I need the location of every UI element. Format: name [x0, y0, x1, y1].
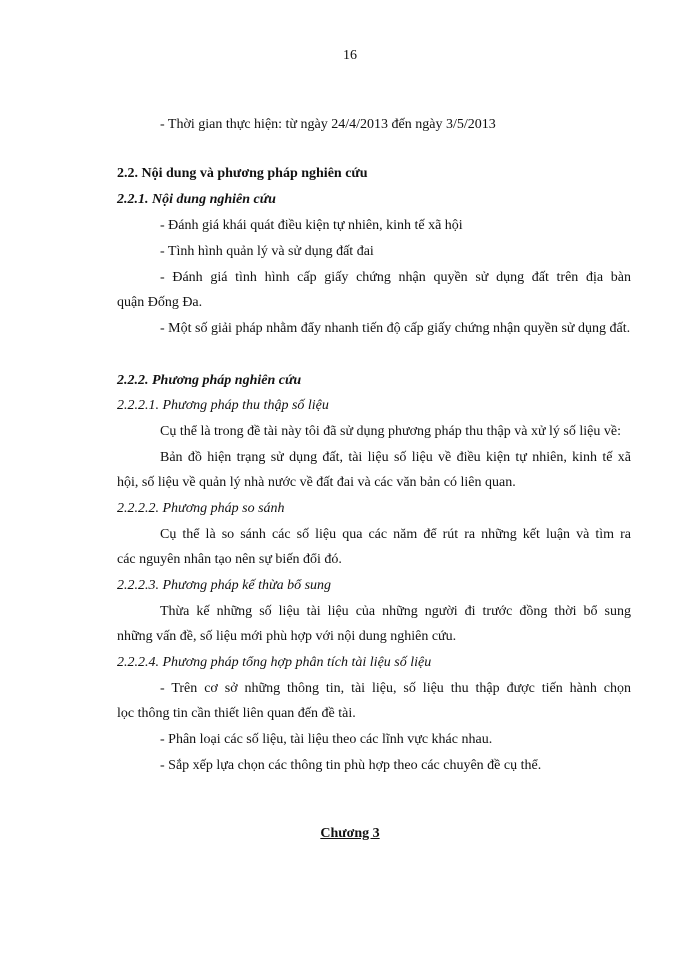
method-heading-2-2-2-2: 2.2.2.2. Phương pháp so sánh	[117, 501, 285, 516]
method-heading-2-2-2-1: 2.2.2.1. Phương pháp thu thập số liệu	[117, 398, 329, 413]
content-item-1: - Đánh giá khái quát điều kiện tự nhiên, kinh tế xã hội	[160, 218, 463, 233]
method-4-item-3: - Sắp xếp lựa chọn các thông tin phù hợp theo các chuyên đề cụ thể.	[160, 758, 542, 773]
content-item-2: - Tình hình quản lý và sử dụng đất đai	[160, 244, 374, 259]
method-2-paragraph-line-2: các nguyên nhân tạo nên sự biến đổi đó.	[117, 552, 342, 567]
method-heading-2-2-2-4: 2.2.2.4. Phương pháp tổng hợp phân tích tài liệu số liệu	[117, 655, 432, 670]
method-2-paragraph-line-1: Cụ thể là so sánh các số liệu qua các năm để rút ra những kết luận và tìm ra	[160, 527, 631, 542]
method-3-paragraph-line-2: những vấn đề, số liệu mới phù hợp với nội dung nghiên cứu.	[117, 629, 457, 644]
content-item-4: - Một số giải pháp nhằm đẩy nhanh tiến độ cấp giấy chứng nhận quyền sử dụng đất.	[160, 321, 631, 336]
method-3-paragraph-line-1: Thừa kế những số liệu tài liệu của những người đi trước đồng thời bổ sung	[160, 604, 631, 619]
subsection-heading-2-2-1: 2.2.1. Nội dung nghiên cứu	[117, 192, 276, 207]
method-4-item-2: - Phân loại các số liệu, tài liệu theo các lĩnh vực khác nhau.	[160, 732, 493, 747]
method-heading-2-2-2-3: 2.2.2.3. Phương pháp kế thừa bổ sung	[117, 578, 332, 593]
method-1-paragraph-line-2: Bản đồ hiện trạng sử dụng đất, tài liệu số liệu về điều kiện tự nhiên, kinh tế xã	[160, 450, 631, 465]
page-number: 16	[343, 48, 357, 63]
chapter-heading: Chương 3	[320, 826, 380, 841]
method-1-paragraph-line-3: hội, số liệu về quản lý nhà nước về đất đai và các văn bản có liên quan.	[117, 475, 516, 490]
subsection-heading-2-2-2: 2.2.2. Phương pháp nghiên cứu	[117, 373, 302, 388]
section-heading-2-2: 2.2. Nội dung và phương pháp nghiên cứu	[117, 166, 368, 181]
content-item-3-line-1: - Đánh giá tình hình cấp giấy chứng nhận quyền sử dụng đất trên địa bàn	[160, 270, 631, 285]
method-4-paragraph-line-1: - Trên cơ sở những thông tin, tài liệu, số liệu thu thập được tiến hành chọn	[160, 681, 631, 696]
method-4-paragraph-line-2: lọc thông tin cần thiết liên quan đến đề tài.	[117, 706, 356, 721]
method-1-paragraph-line-1: Cụ thể là trong đề tài này tôi đã sử dụng phương pháp thu thập và xử lý số liệu về:	[160, 424, 621, 439]
time-line: - Thời gian thực hiện: từ ngày 24/4/2013 đến ngày 3/5/2013	[160, 117, 496, 132]
content-item-3-line-2: quận Đống Đa.	[117, 295, 203, 310]
